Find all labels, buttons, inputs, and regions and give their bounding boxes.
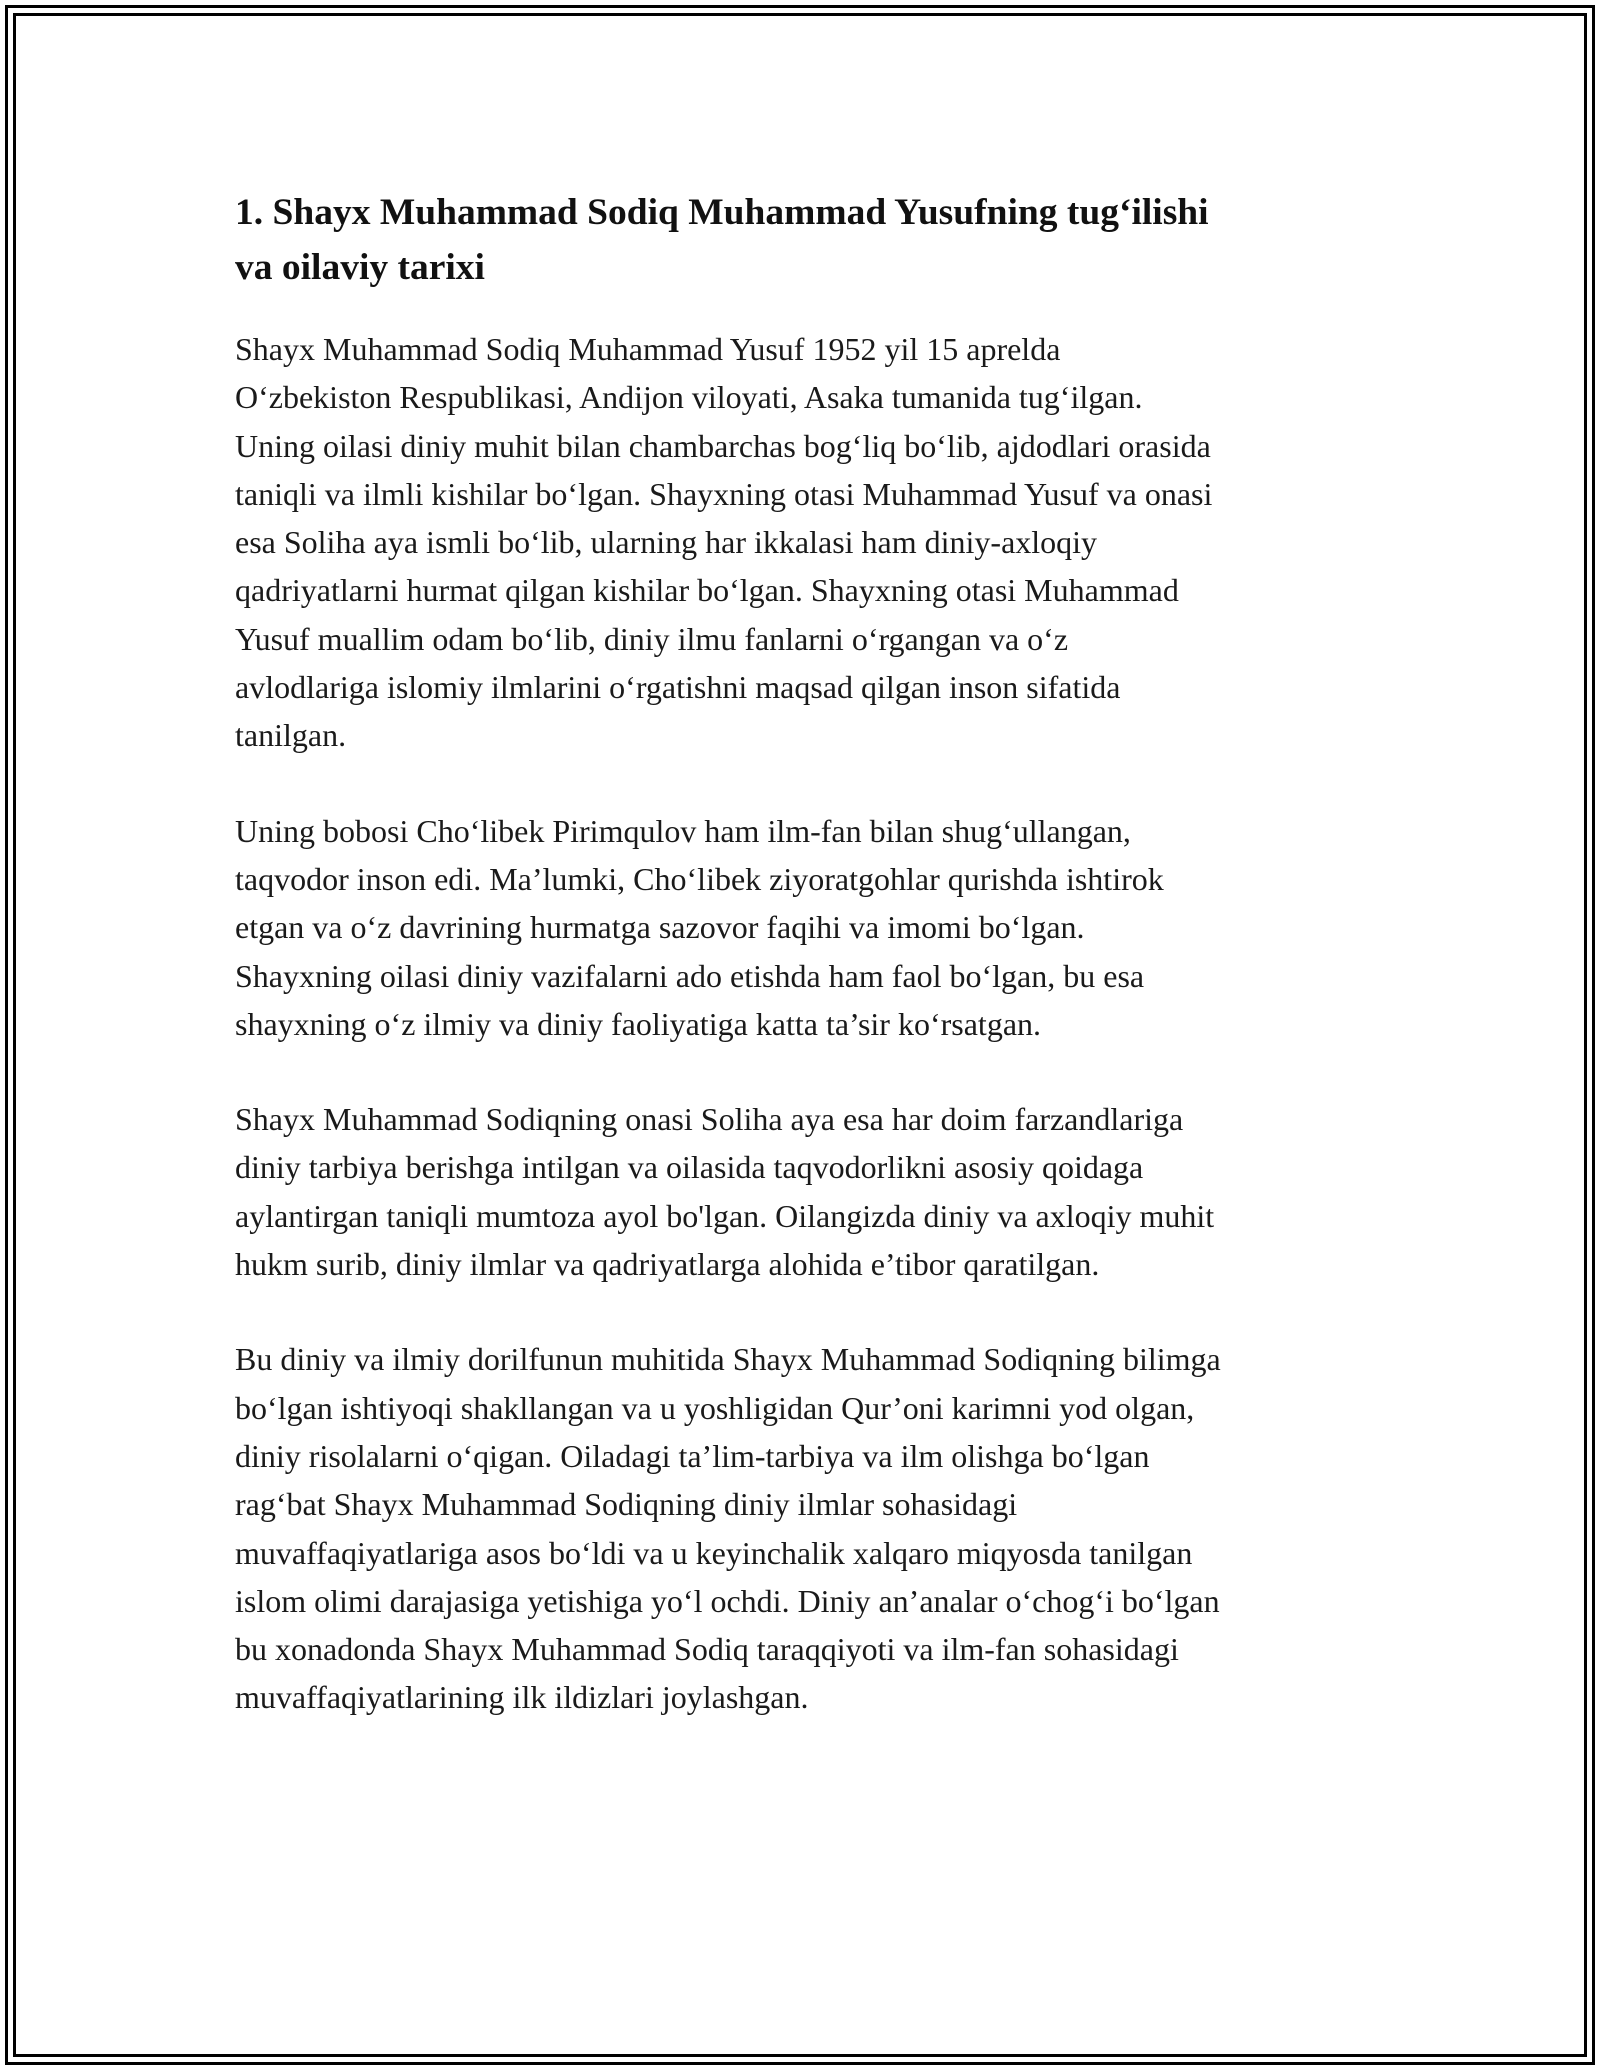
- paragraph-mother: Shayx Muhammad Sodiqning onasi Soliha aya esa har doim farzandlariga diniy tarbiya berishga intilgan va oilasida taqvodorlikni asosiy qoidaga aylantirgan taniqli mumtoza ayol bo'lgan. Oilangizda diniy va axloqiy muhit hukm surib, diniy ilmlar va qadriyatlarga alohida e’tibor qaratilgan.: [235, 1101, 1215, 1283]
- document-body: [235, 185, 1375, 1769]
- paragraph-education-environment: Bu diniy va ilmiy dorilfunun muhitida Shayx Muhammad Sodiqning bilimga bo‘lgan ishtiyoqi shakllangan va u yoshligidan Qur’oni karimni yod olgan, diniy risolalarni o‘qigan. Oiladagi ta’lim-tarbiya va ilm olishga bo‘lgan rag‘bat Shayx Muhammad Sodiqning diniy ilmlar sohasidagi muvaffaqiyatlariga asos bo‘ldi va u keyinchalik xalqaro miqyosda tanilgan islom olimi darajasiga yetishiga yo‘l ochdi. Diniy an’analar o‘chog‘i bo‘lgan bu xonadonda Shayx Muhammad Sodiq taraqqiyoti va ilm-fan sohasidagi muvaffaqiyatlarining ilk ildizlari joylashgan.: [235, 1341, 1221, 1716]
- paragraph-grandfather: Uning bobosi Cho‘libek Pirimqulov ham ilm-fan bilan shug‘ullangan, taqvodor inson edi. Ma’lumki, Cho‘libek ziyoratgohlar qurishda ishtirok etgan va o‘z davrining hurmatga sazovor faqihi va imomi bo‘lgan. Shayxning oilasi diniy vazifalarni ado etishda ham faol bo‘lgan, bu esa shayxning o‘z ilmiy va diniy faoliyatiga katta ta’sir ko‘rsatgan.: [235, 812, 1164, 1042]
- section-heading: 1. Shayx Muhammad Sodiq Muhammad Yusufning tug‘ilishi va oilaviy tarixi: [235, 192, 1209, 288]
- paragraph-birth-and-parents: Shayx Muhammad Sodiq Muhammad Yusuf 1952 yil 15 aprelda O‘zbekiston Respublikasi, Andijon viloyati, Asaka tumanida tug‘ilgan. Uning oilasi diniy muhit bilan chambarchas bog‘liq bo‘lib, ajdodlari orasida taniqli va ilmli kishilar bo‘lgan. Shayxning otasi Muhammad Yusuf va onasi esa Soliha aya ismli bo‘lib, ularning har ikkalasi ham diniy-axloqiy qadriyatlarni hurmat qilgan kishilar bo‘lgan. Shayxning otasi Muhammad Yusuf muallim odam bo‘lib, diniy ilmu fanlarni o‘rgangan va o‘z avlodlariga islomiy ilmlarini o‘rgatishni maqsad qilgan inson sifatida tanilgan.: [235, 331, 1213, 754]
